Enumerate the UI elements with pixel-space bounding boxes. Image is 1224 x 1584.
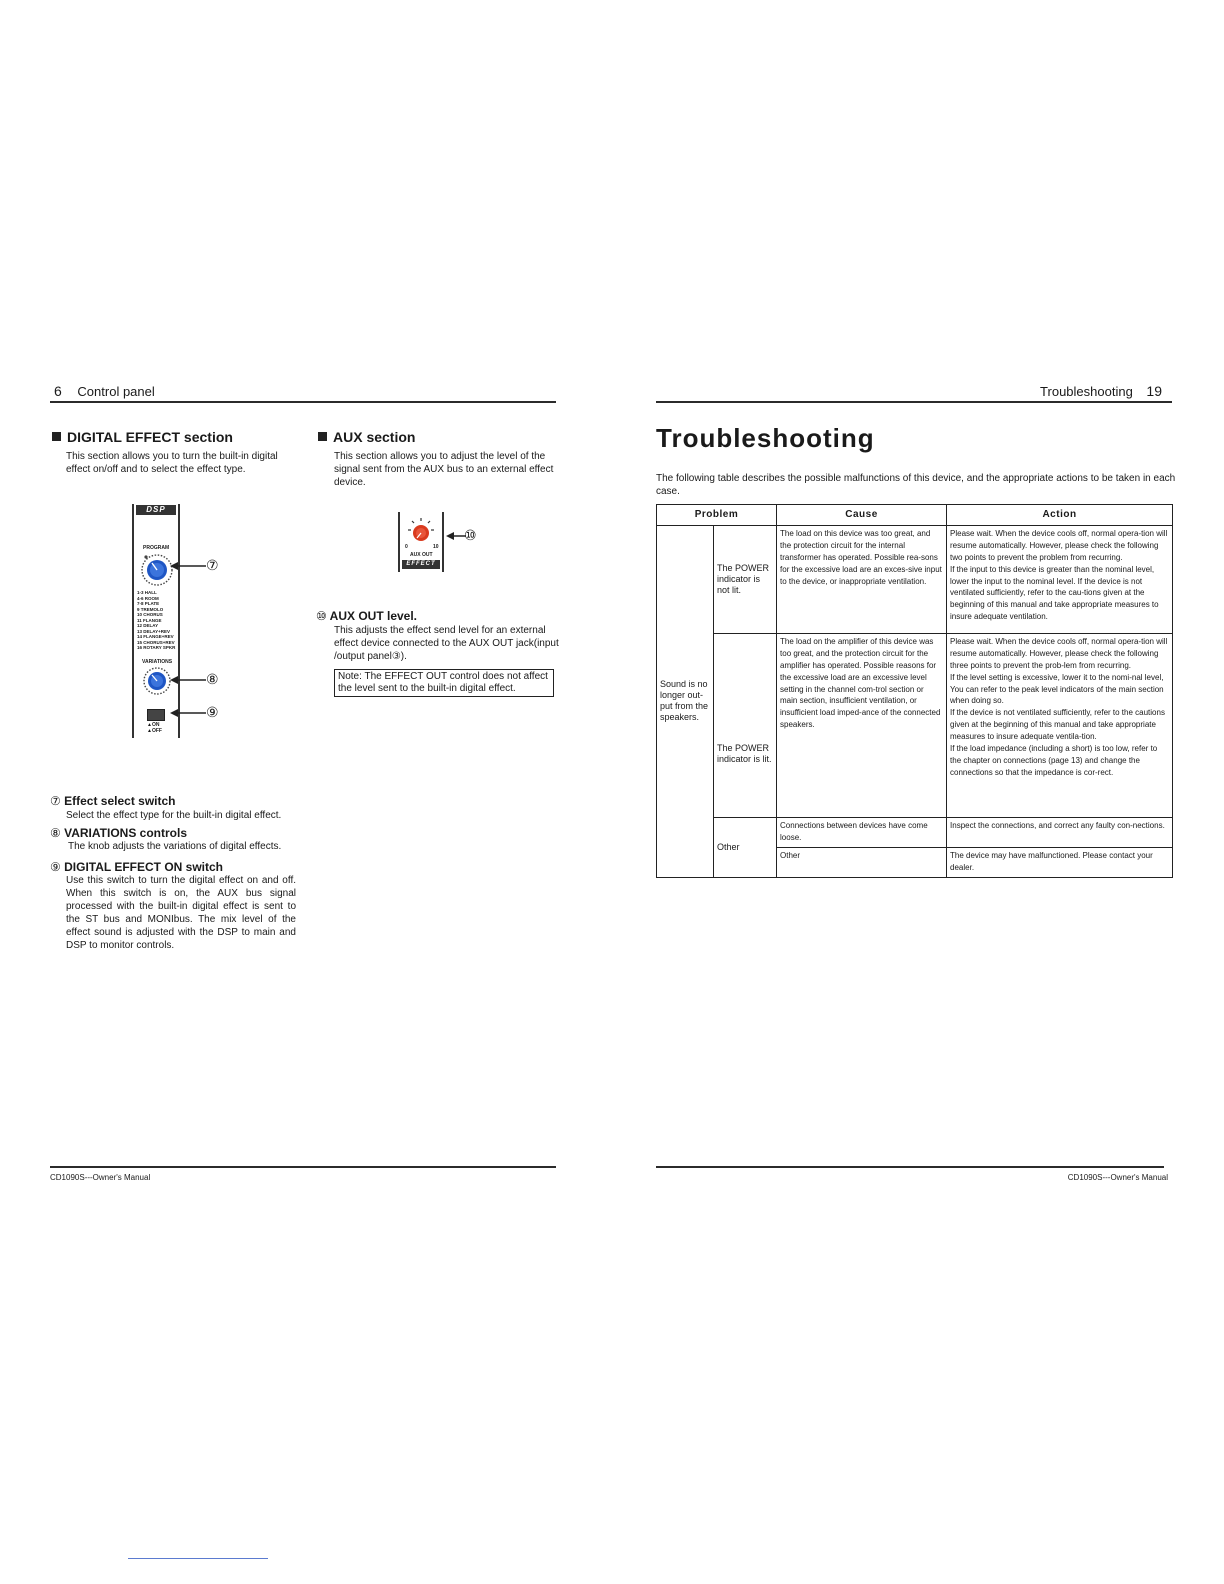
aux-out-knob-icon[interactable] xyxy=(407,517,435,545)
callout-arrow-10 xyxy=(446,530,466,542)
program-list xyxy=(137,590,179,651)
action-cell: Inspect the connections, and correct any faulty con-nections. xyxy=(947,817,1173,847)
item-9-heading: ⑨ DIGITAL EFFECT ON switch xyxy=(50,860,224,874)
troubleshooting-table xyxy=(656,504,1173,878)
cause-cell: The load on the amplifier of this device was too great, and the protection circuit for the amplifier has operated. Possible reasons for the excessive load are an excessive level setting in the channel com-trol section or main section, insufficient ventilation, or insufficient load imped-ance of the connected speakers. xyxy=(777,633,947,817)
problem-cell: Sound is no longer out-put from the speakers. xyxy=(657,525,714,877)
program-list-item: 14 FLANGE+REV xyxy=(137,634,174,639)
action-cell: Please wait. When the device cools off, normal opera-tion will resume automatically. However, please check the following two points to prevent the problem from recurring. If the input to this device is greater than the nominal level, lower the input to the nominal level. If the device is not ventilated sufficiently, refer to the cau-tions given at the beginning of this manual and take appropriate measures to insure adequate ventilation. xyxy=(947,525,1173,633)
program-list-item: 9 TREMOLO xyxy=(137,606,164,612)
square-bullet-icon xyxy=(318,432,327,441)
item-7-text: Select the effect type for the built-in digital effect. xyxy=(66,810,282,821)
callout-arrow-8 xyxy=(170,674,206,686)
left-footer-rule xyxy=(50,1166,556,1168)
table-row xyxy=(657,817,1173,847)
program-list-item: 10 CHORUS xyxy=(137,612,163,617)
digital-effect-heading: DIGITAL EFFECT section xyxy=(52,429,233,445)
effect-on-switch[interactable] xyxy=(147,709,165,721)
item-8-text: The knob adjusts the variations of digital effects. xyxy=(68,841,282,852)
right-page-number: 19 xyxy=(1146,383,1162,399)
aux-panel-illustration xyxy=(398,512,446,572)
table-row xyxy=(657,633,1173,817)
aux-intro: This section allows you to adjust the level of the signal sent from the AUX bus to an external effect device. xyxy=(334,451,554,488)
left-page-number: 6 xyxy=(54,383,62,399)
aux-out-heading: ⑩ AUX OUT level. xyxy=(316,609,418,623)
callout-8: ⑧ xyxy=(206,671,219,687)
variations-label: VARIATIONS xyxy=(142,659,173,665)
table-row xyxy=(657,525,1173,633)
header-problem: Problem xyxy=(657,505,777,526)
troubleshooting-intro: The following table describes the possible malfunctions of this device, and the appropriate actions to be taken in each case. xyxy=(656,473,1176,497)
program-list-item: 7-8 PLATE xyxy=(137,601,160,606)
right-header-title: Troubleshooting xyxy=(1040,384,1133,399)
cause-cell: Other xyxy=(777,847,947,877)
callout-10: ⑩ xyxy=(464,527,477,543)
underline-mark xyxy=(128,1558,268,1559)
switch-on-label: ▲ON xyxy=(147,722,160,728)
program-knob-icon[interactable] xyxy=(140,553,174,587)
item-7-heading: ⑦ Effect select switch xyxy=(50,794,176,808)
aux-out-note: Note: The EFFECT OUT control does not affect the level sent to the built-in digital effect. xyxy=(334,669,554,697)
cause-cell: Connections between devices have come loose. xyxy=(777,817,947,847)
aux-out-text: This adjusts the effect send level for an external effect device connected to the AUX OUT jack(input /output panel③). xyxy=(334,625,559,662)
square-bullet-icon xyxy=(52,432,61,441)
left-footer: CD1090S---Owner's Manual xyxy=(50,1173,151,1182)
program-list-item: 4-6 ROOM xyxy=(137,595,159,601)
action-cell: Please wait. When the device cools off, normal opera-tion will resume automatically. However, please check the following three points to prevent the prob-lem from recurring. If the level setting is excessive, lower it to the nomi-nal level, You can refer to the peak level indicators of the main section when doing so. If the device is not ventilated sufficiently, refer to the cautions given at the beginning of this manual and take appropriate measures to insure adequate ventila-tion. If the load impedance (including a short) is too low, refer to the chapter on connections (page 13) and change the connections so that the impedance is cor-rect. xyxy=(947,633,1173,817)
right-footer-rule xyxy=(656,1166,1164,1168)
left-header-rule xyxy=(50,401,556,403)
subproblem-cell: Other xyxy=(714,817,777,877)
right-header-rule xyxy=(656,401,1172,403)
program-list-item: 12 DELAY xyxy=(137,623,159,628)
header-cause: Cause xyxy=(777,505,947,526)
left-header-title: Control panel xyxy=(77,384,155,399)
effect-panel-label: EFFECT xyxy=(402,560,440,569)
subproblem-cell: The POWER indicator is not lit. xyxy=(714,525,777,633)
page-title: Troubleshooting xyxy=(656,423,875,453)
dsp-panel-left-edge xyxy=(132,504,134,738)
aux-scale-max: 10 xyxy=(433,544,439,550)
right-page-header xyxy=(1040,383,1162,399)
callout-arrow-7 xyxy=(170,560,206,572)
digital-effect-intro: This section allows you to turn the built-in digital effect on/off and to select the effect type. xyxy=(66,451,278,475)
program-list-item: 16 ROTARY SPKR xyxy=(137,645,176,650)
dsp-panel-title: DSP xyxy=(136,505,176,515)
header-action: Action xyxy=(947,505,1173,526)
program-list-item: 15 CHORUS+REV xyxy=(137,639,175,645)
right-footer: CD1090S---Owner's Manual xyxy=(1067,1173,1168,1182)
callout-9: ⑨ xyxy=(206,704,219,720)
item-8-heading: ⑧ VARIATIONS controls xyxy=(50,826,188,840)
aux-scale-min: 0 xyxy=(405,544,408,550)
aux-panel-left-edge xyxy=(398,512,400,572)
callout-7: ⑦ xyxy=(206,557,219,573)
aux-out-knob-label: AUX OUT xyxy=(410,552,433,558)
table-header-row xyxy=(657,505,1173,526)
left-page-header xyxy=(54,383,155,399)
cause-cell: The load on this device was too great, and the protection circuit for the internal transformer has operated. Possible rea-sons for the excessive load are an exces-sive input to the device, or inappropriate ventilation. xyxy=(777,525,947,633)
action-cell: The device may have malfunctioned. Please contact your dealer. xyxy=(947,847,1173,877)
program-list-item: 13 DELAY+REV xyxy=(137,628,170,634)
program-list-item: 11 FLANGE xyxy=(137,617,162,623)
callout-arrow-9 xyxy=(170,707,206,719)
dsp-panel-illustration xyxy=(132,504,182,738)
subproblem-cell: The POWER indicator is lit. xyxy=(714,633,777,817)
program-list-item: 1-3 HALL xyxy=(137,590,157,595)
program-label: PROGRAM xyxy=(143,545,170,551)
variations-knob-icon[interactable] xyxy=(142,666,172,696)
switch-off-label: ▲OFF xyxy=(147,728,162,734)
item-9-text: Use this switch to turn the digital effect on and off. When this switch is on, the AUX bus signal processed with the built-in digital effect is sent to the ST bus and MONIbus. The mix level of the effect sound is adjusted with the DSP to main and DSP to monitor controls. xyxy=(66,875,296,951)
aux-heading: AUX section xyxy=(318,429,415,445)
aux-panel-right-edge xyxy=(442,512,444,572)
